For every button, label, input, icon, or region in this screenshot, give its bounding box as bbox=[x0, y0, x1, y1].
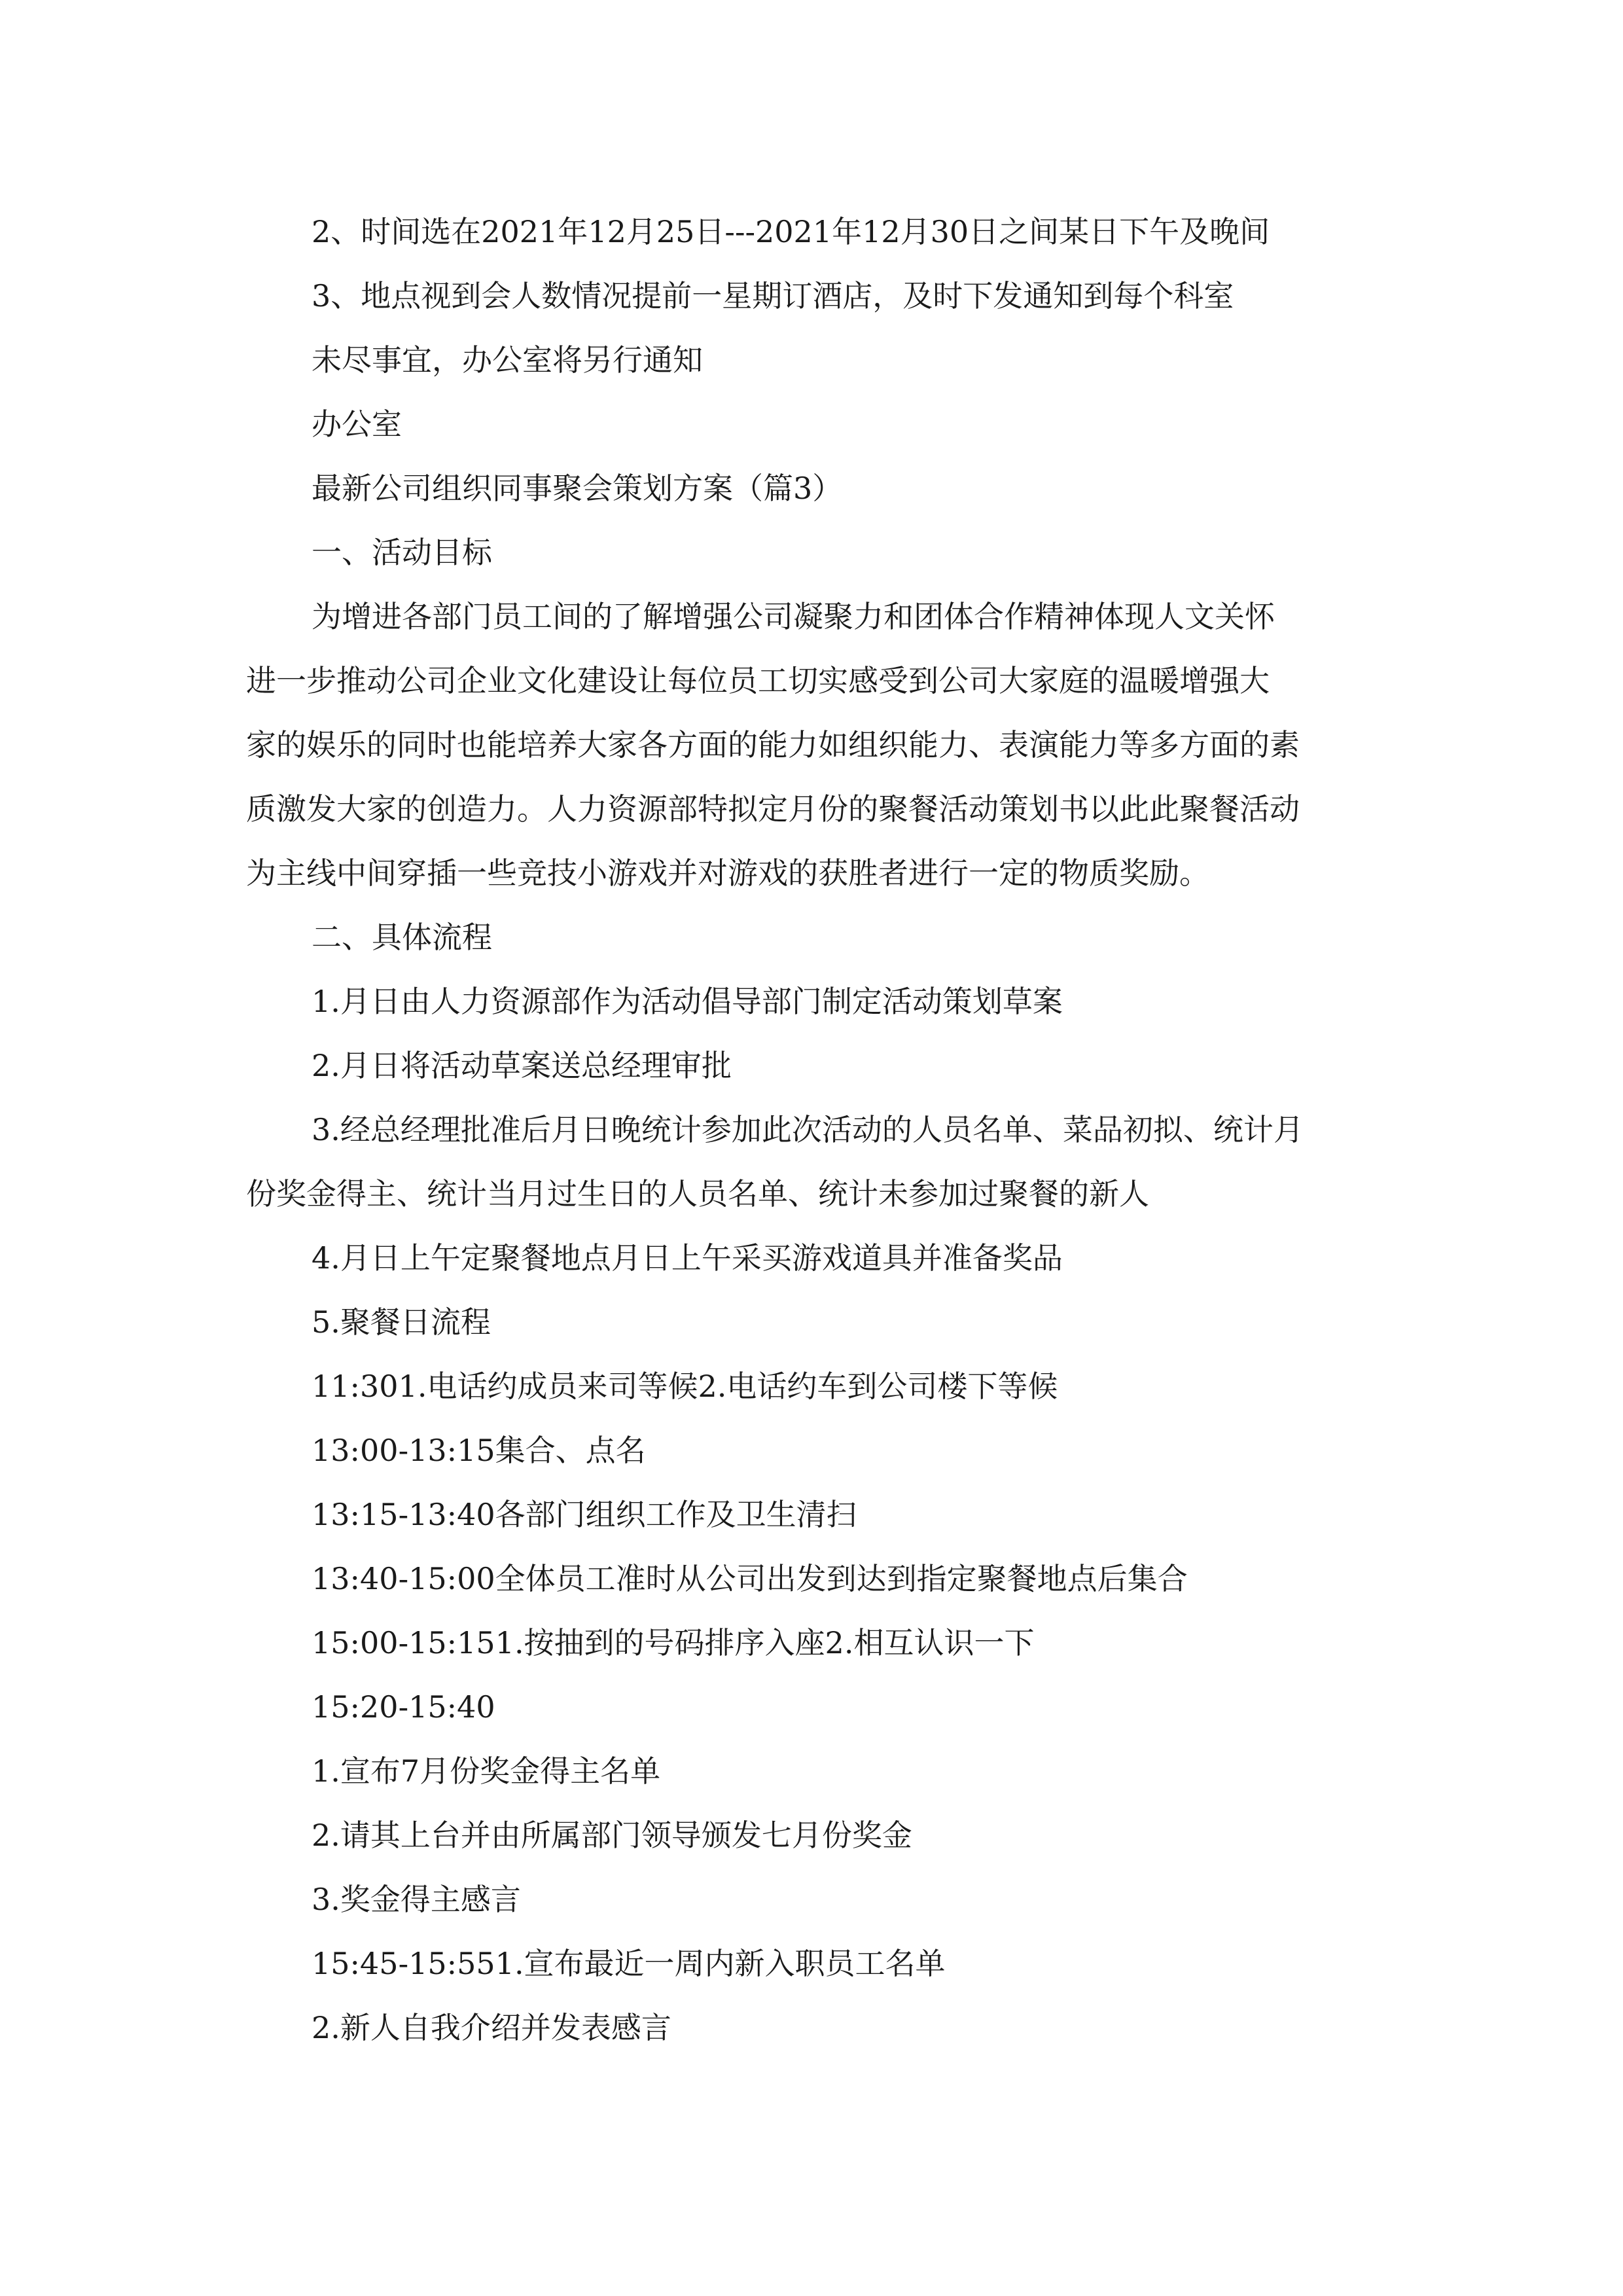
schedule-item: 15:20-15:40 bbox=[312, 1689, 495, 1725]
schedule-item: 13:15-13:40各部门组织工作及卫生清扫 bbox=[312, 1497, 857, 1532]
list-item: 1.月日由人力资源部作为活动倡导部门制定活动策划草案 bbox=[312, 984, 1063, 1019]
paragraph-line: 为增进各部门员工间的了解增强公司凝聚力和团体合作精神体现人文关怀 bbox=[312, 599, 1275, 634]
list-item: 3.经总经理批准后月日晚统计参加此次活动的人员名单、菜品初拟、统计月 bbox=[312, 1112, 1304, 1147]
paragraph-line: 进一步推动公司企业文化建设让每位员工切实感受到公司大家庭的温暖增强大 bbox=[246, 663, 1270, 698]
list-item: 4.月日上午定聚餐地点月日上午采买游戏道具并准备奖品 bbox=[312, 1240, 1063, 1276]
schedule-item: 15:45-15:551.宣布最近一周内新入职员工名单 bbox=[312, 1946, 946, 1981]
signature-office: 办公室 bbox=[312, 406, 402, 442]
schedule-item: 13:00-13:15集合、点名 bbox=[312, 1433, 646, 1468]
schedule-item: 13:40-15:00全体员工准时从公司出发到达到指定聚餐地点后集合 bbox=[312, 1561, 1188, 1596]
schedule-subitem: 1.宣布7月份奖金得主名单 bbox=[312, 1753, 661, 1789]
schedule-subitem: 2.请其上台并由所属部门领导颁发七月份奖金 bbox=[312, 1818, 912, 1853]
list-item-time: 2、时间选在2021年12月25日---2021年12月30日之间某日下午及晚间 bbox=[312, 214, 1270, 249]
list-item: 2.月日将活动草案送总经理审批 bbox=[312, 1048, 732, 1083]
paragraph-line: 家的娱乐的同时也能培养大家各方面的能力如组织能力、表演能力等多方面的素 bbox=[246, 727, 1300, 762]
list-item-continuation: 份奖金得主、统计当月过生日的人员名单、统计未参加过聚餐的新人 bbox=[246, 1176, 1149, 1211]
section-title: 最新公司组织同事聚会策划方案（篇3） bbox=[312, 471, 843, 506]
paragraph-line: 为主线中间穿插一些竞技小游戏并对游戏的获胜者进行一定的物质奖励。 bbox=[246, 855, 1209, 891]
schedule-subitem: 3.奖金得主感言 bbox=[312, 1882, 521, 1917]
schedule-item: 11:301.电话约成员来司等候2.电话约车到公司楼下等候 bbox=[312, 1369, 1058, 1404]
document-body bbox=[246, 200, 1378, 2060]
list-item-location: 3、地点视到会人数情况提前一星期订酒店，及时下发通知到每个科室 bbox=[312, 278, 1234, 314]
paragraph-line: 质激发大家的创造力。人力资源部特拟定月份的聚餐活动策划书以此此聚餐活动 bbox=[246, 791, 1300, 827]
heading-activity-goal: 一、活动目标 bbox=[312, 535, 492, 570]
schedule-subitem: 2.新人自我介绍并发表感言 bbox=[312, 2010, 671, 2045]
heading-specific-process: 二、具体流程 bbox=[312, 920, 492, 955]
list-item: 5.聚餐日流程 bbox=[312, 1304, 491, 1340]
notice-text: 未尽事宜，办公室将另行通知 bbox=[312, 342, 703, 378]
schedule-item: 15:00-15:151.按抽到的号码排序入座2.相互认识一下 bbox=[312, 1625, 1035, 1660]
